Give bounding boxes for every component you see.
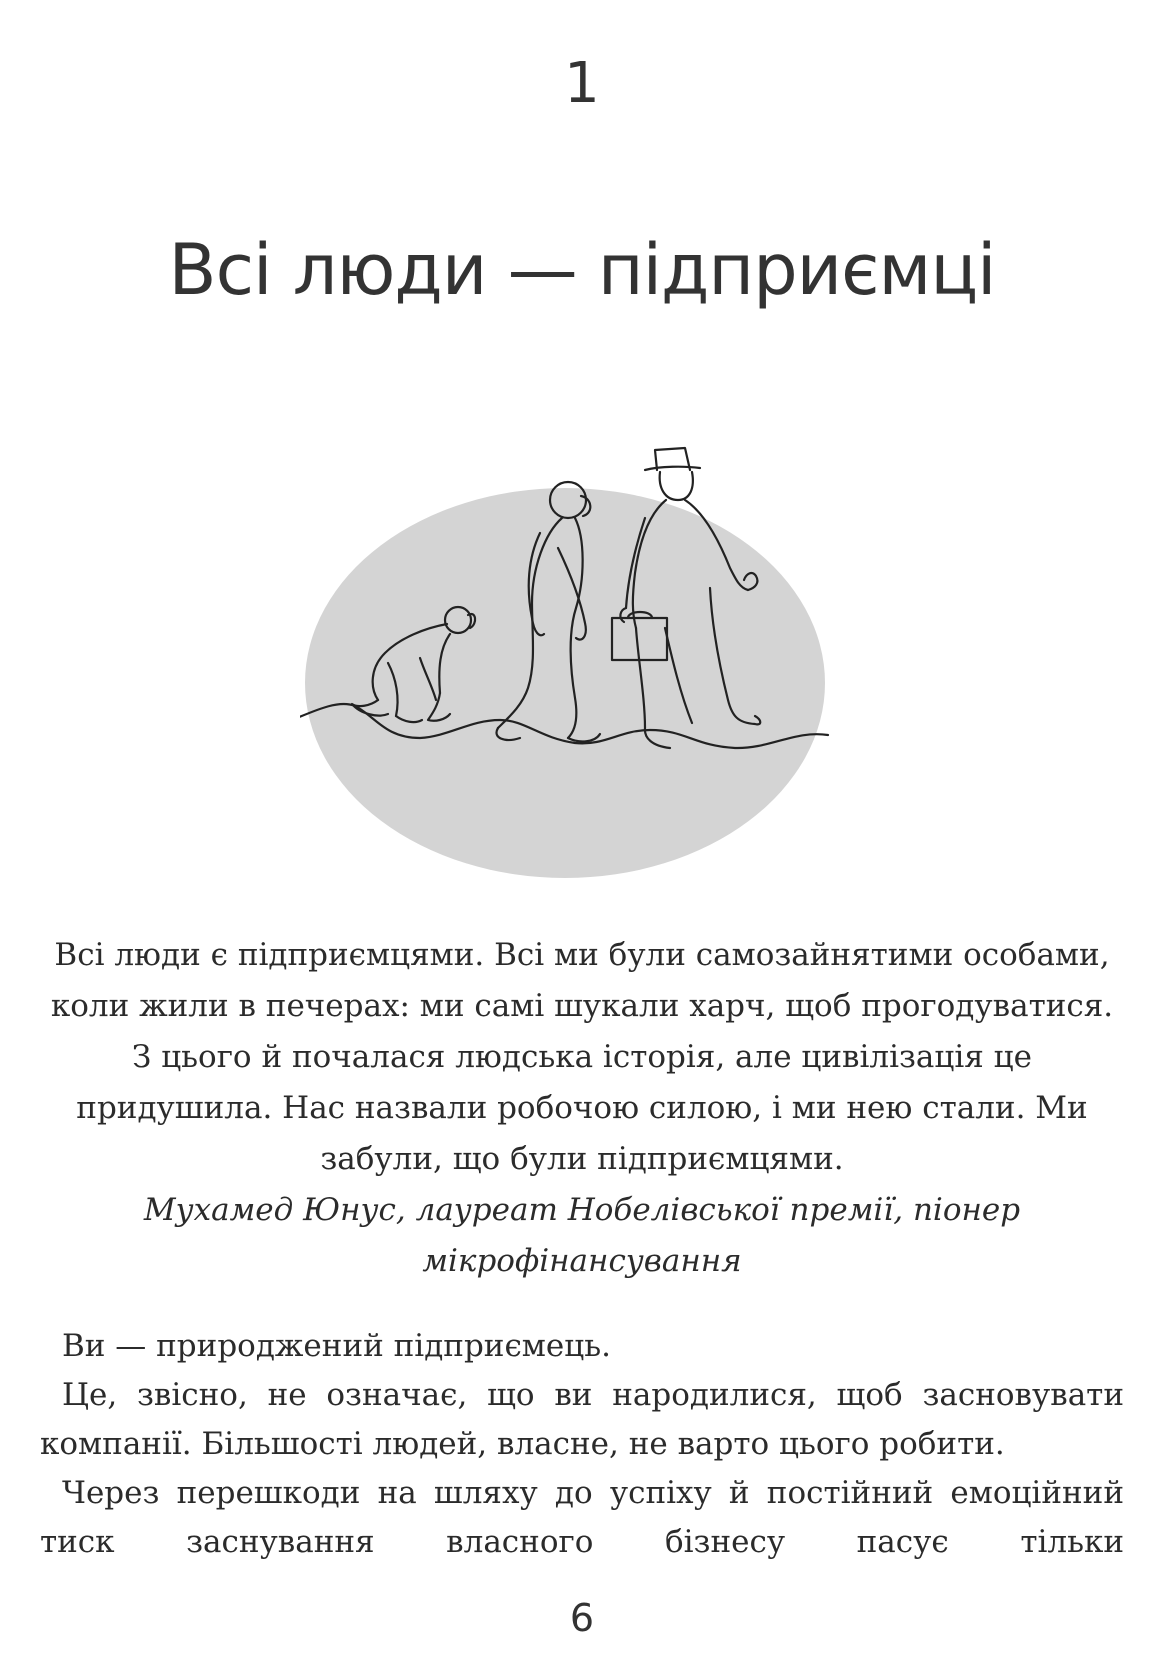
illustration-background-ellipse [305,488,825,878]
epigraph [40,930,1124,1287]
body-text [40,1322,1124,1567]
chapter-number: 1 [564,51,600,116]
body-paragraph: Це, звісно, не означає, що ви народилися, щоб засновувати компанії. Більшості людей, власне, не варто цього робити. [40,1377,1124,1462]
epigraph-author: Мухамед Юнус, лауреат Нобелівської премії, піонер мікрофінансування [143,1192,1021,1279]
epigraph-quote: Всі люди є підприємцями. Всі ми були самозайнятими особами, коли жили в печерах: ми самі шукали харч, щоб прогодуватися. З цього й почалася людська історія, але цивілізація це придушила. Нас назвали робочою силою, і ми нею стали. Ми забули, що були підприємцями. [50,937,1114,1177]
chapter-title: Всі люди — підприємці [168,229,996,311]
evolution-illustration [300,438,880,878]
body-paragraph: Через перешкоди на шляху до успіху й постійний емоційний тиск заснування власного бізнесу пасує тільки [40,1475,1124,1560]
body-paragraph: Ви — природжений підприємець. [62,1328,611,1364]
page-number: 6 [569,1596,595,1640]
